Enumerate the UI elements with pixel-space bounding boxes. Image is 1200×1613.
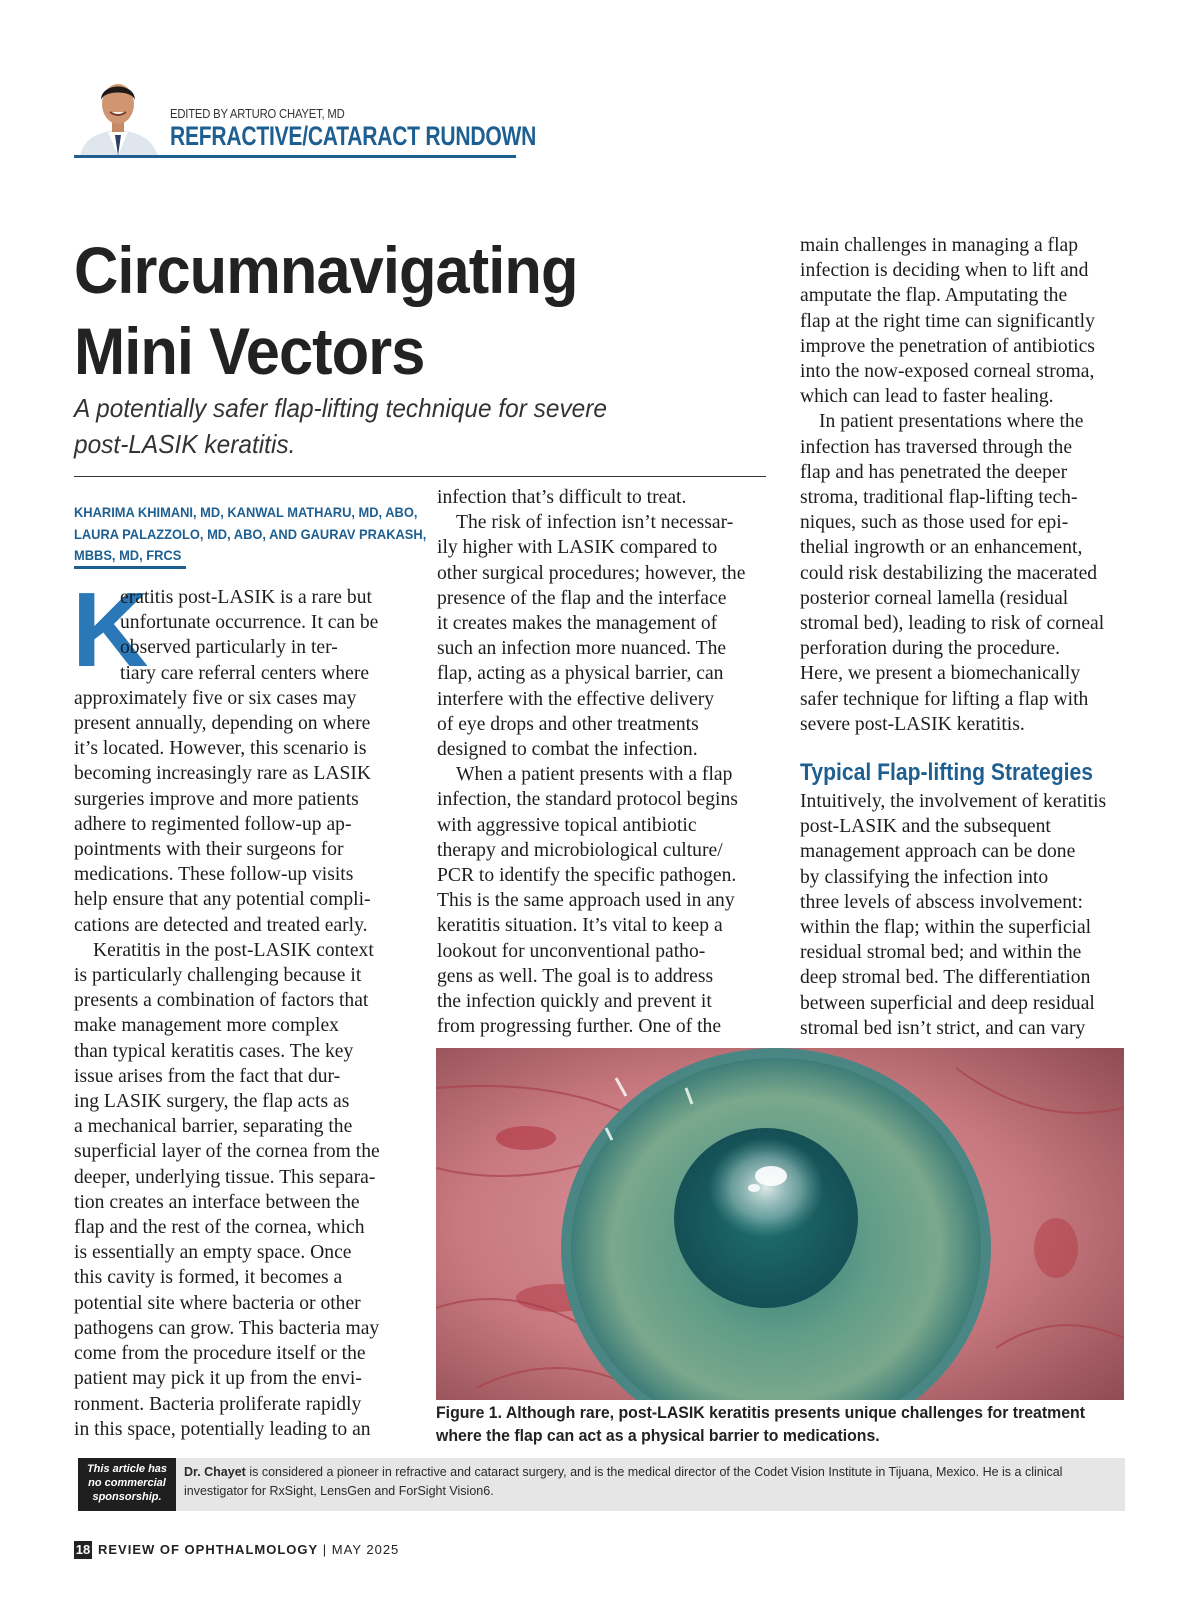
body-text-line: pathogens can grow. This bacteria may — [74, 1317, 380, 1339]
body-text-line: present annually, depending on where — [74, 713, 371, 735]
sponsorship-notice — [78, 1458, 176, 1511]
body-text-line: superficial layer of the cornea from the — [74, 1141, 380, 1163]
subtitle-line: post-LASIK keratitis. — [74, 429, 296, 459]
body-text-line: Keratitis in the post-LASIK context — [93, 939, 374, 961]
body-text-line: a mechanical barrier, separating the — [74, 1116, 353, 1138]
figure-caption — [436, 1402, 1127, 1448]
body-text-line: post-LASIK and the subsequent — [800, 816, 1051, 838]
page-number: 18 — [75, 1542, 91, 1557]
body-text-line: other surgical procedures; however, the — [437, 562, 746, 584]
caption-line: Figure 1. Although rare, post-LASIK keratitis presents unique challenges for treatment — [436, 1404, 1085, 1422]
body-text-line: within the flap; within the superficial — [800, 917, 1092, 939]
body-text-line: between superficial and deep residual — [800, 992, 1095, 1014]
body-text-line: infection, the standard protocol begins — [437, 789, 738, 811]
body-text-line: presence of the flap and the interface — [437, 587, 727, 609]
body-text-line: medications. These follow-up visits — [74, 864, 354, 886]
author-byline — [74, 502, 427, 567]
body-text-line: infection has traversed through the — [800, 436, 1073, 458]
body-text-line: The risk of infection isn’t necessar- — [456, 512, 734, 534]
body-text-line: lookout for unconventional patho- — [437, 940, 706, 962]
body-text-line: tion creates an interface between the — [74, 1191, 360, 1213]
body-text-line: three levels of abscess involvement: — [800, 891, 1083, 913]
body-text-line: PCR to identify the specific pathogen. — [437, 865, 737, 887]
body-text-line: deeper, underlying tissue. This separa- — [74, 1166, 376, 1188]
editor-portrait — [74, 72, 162, 156]
body-text-line: could risk destabilizing the macerated — [800, 562, 1098, 584]
header-rule — [74, 155, 516, 158]
body-text-line: stromal bed), leading to risk of corneal — [800, 613, 1105, 635]
body-text-line: issue arises from the fact that dur- — [74, 1065, 341, 1087]
body-text-line: keratitis situation. It’s vital to keep a — [437, 915, 723, 937]
body-text-line: pointments with their surgeons for — [74, 839, 344, 861]
bio-name: Dr. Chayet — [184, 1465, 246, 1479]
body-column-3 — [800, 233, 1135, 737]
body-column-2 — [437, 485, 767, 1039]
body-text-line: with aggressive topical antibiotic — [437, 814, 697, 836]
body-text-line: tiary care referral centers where — [120, 662, 370, 684]
body-text-line: come from the procedure itself or the — [74, 1343, 366, 1365]
body-text-line: stroma, traditional flap-lifting tech- — [800, 487, 1078, 509]
body-text-line: management approach can be done — [800, 841, 1076, 863]
article-subtitle — [74, 390, 676, 462]
body-text-line: by classifying the infection into — [800, 866, 1049, 888]
body-text-line: than typical keratitis cases. The key — [74, 1040, 354, 1062]
body-text-line: niques, such as those used for epi- — [800, 512, 1069, 534]
body-text-line: Intuitively, the involvement of keratitis — [800, 791, 1107, 812]
author-line: KHARIMA KHIMANI, MD, KANWAL MATHARU, MD, ABO, — [74, 504, 418, 520]
body-text-line: In patient presentations where the — [819, 411, 1084, 433]
body-text-line: When a patient presents with a flap — [456, 764, 733, 786]
body-text-line: it’s located. However, this scenario is — [74, 738, 367, 760]
body-text-line: unfortunate occurrence. It can be — [120, 612, 379, 634]
bio-text-continued: investigator for RxSight, LensGen and ForSight Vision6. — [184, 1484, 494, 1498]
body-text-line: main challenges in managing a flap — [800, 235, 1079, 256]
body-column-3-continued — [800, 789, 1135, 1041]
body-text-line: which can lead to faster healing. — [800, 386, 1054, 408]
body-text-line: this cavity is formed, it becomes a — [74, 1267, 343, 1289]
title-rule — [74, 476, 766, 477]
body-text-line: flap at the right time can significantly — [800, 310, 1095, 332]
body-text-line: deep stromal bed. The differentiation — [800, 967, 1091, 989]
body-text-line: surgeries improve and more patients — [74, 788, 359, 810]
drop-cap: K — [72, 571, 149, 689]
body-text-line: This is the same approach used in any — [437, 890, 735, 912]
body-text-line: eratitis post-LASIK is a rare but — [120, 587, 372, 608]
body-text-line: interfere with the effective delivery — [437, 688, 715, 710]
edited-by: EDITED BY ARTURO CHAYET, MD — [170, 107, 345, 121]
body-text-line: amputate the flap. Amputating the — [800, 285, 1068, 307]
body-text-line: flap, acting as a physical barrier, can — [437, 663, 724, 685]
journal-footer — [98, 1541, 399, 1559]
body-text-line: it creates makes the management of — [437, 613, 718, 635]
eye-figure-image — [436, 1048, 1124, 1400]
body-text-line: cations are detected and treated early. — [74, 914, 368, 936]
body-text-line: into the now-exposed corneal stroma, — [800, 361, 1095, 383]
body-text-line: severe post-LASIK keratitis. — [800, 713, 1025, 735]
title-line: Circumnavigating — [74, 233, 578, 307]
body-text-line: such an infection more nuanced. The — [437, 638, 727, 660]
author-line: LAURA PALAZZOLO, MD, ABO, AND GAURAV PRAKASH, — [74, 525, 427, 542]
body-text-line: perforation during the procedure. — [800, 638, 1061, 660]
body-text-line: flap and the rest of the cornea, which — [74, 1217, 365, 1239]
body-text-line: thelial ingrowth or an enhancement, — [800, 537, 1083, 559]
body-text-line: of eye drops and other treatments — [437, 713, 699, 735]
department-title: REFRACTIVE/CATARACT RUNDOWN — [170, 121, 537, 151]
body-text-line: flap and has penetrated the deeper — [800, 461, 1068, 483]
body-text-line: infection that’s difficult to treat. — [437, 487, 687, 508]
body-text-line: adhere to regimented follow-up ap- — [74, 813, 352, 835]
body-text-line: ing LASIK surgery, the flap acts as — [74, 1091, 350, 1113]
body-text-line: Here, we present a biomechanically — [800, 663, 1081, 685]
sponsor-line: This article has — [86, 1463, 168, 1475]
body-text-line: observed particularly in ter- — [120, 637, 338, 659]
body-text-line: in this space, potentially leading to an — [74, 1418, 371, 1440]
sponsor-line: no commercial — [88, 1477, 166, 1489]
body-text-line: approximately five or six cases may — [74, 687, 357, 709]
journal-name: REVIEW OF OPHTHALMOLOGY — [98, 1542, 319, 1557]
author-rule — [74, 566, 186, 569]
body-text-line: is essentially an empty space. Once — [74, 1242, 352, 1264]
body-text-line: ronment. Bacteria proliferate rapidly — [74, 1393, 362, 1415]
body-column-1 — [72, 571, 414, 1442]
body-text-line: presents a combination of factors that — [74, 990, 369, 1012]
sponsor-line: sponsorship. — [92, 1491, 162, 1503]
body-text-line: ily higher with LASIK compared to — [437, 537, 718, 559]
article-title — [74, 230, 651, 392]
body-text-line: potential site where bacteria or other — [74, 1292, 361, 1314]
body-text-line: infection is deciding when to lift and — [800, 260, 1089, 282]
body-text-line: is particularly challenging because it — [74, 965, 362, 987]
bio-text: is considered a pioneer in refractive and cataract surgery, and is the medical director of the Codet Vision Institute in Tijuana, Mexico. He is a clinical — [245, 1465, 1063, 1479]
body-text-line: from progressing further. One of the — [437, 1016, 722, 1038]
caption-line: where the flap can act as a physical barrier to medications. — [436, 1427, 880, 1445]
subtitle-line: A potentially safer flap-lifting technique for severe — [74, 393, 607, 423]
editor-bio — [176, 1458, 1125, 1511]
body-text-line: stromal bed isn’t strict, and can vary — [800, 1017, 1086, 1039]
section-heading: Typical Flap-lifting Strategies — [800, 759, 1093, 786]
author-line: MBBS, MD, FRCS — [74, 547, 182, 563]
body-text-line: designed to combat the infection. — [437, 739, 698, 761]
body-text-line: therapy and microbiological culture/ — [437, 839, 723, 861]
issue-date: MAY 2025 — [331, 1542, 400, 1557]
title-line: Mini Vectors — [74, 314, 425, 388]
body-text-line: safer technique for lifting a flap with — [800, 688, 1089, 710]
body-text-line: help ensure that any potential compli- — [74, 889, 371, 911]
body-text-line: make management more complex — [74, 1015, 339, 1037]
body-text-line: patient may pick it up from the envi- — [74, 1368, 362, 1390]
body-text-line: gens as well. The goal is to address — [437, 965, 714, 987]
body-text-line: residual stromal bed; and within the — [800, 942, 1082, 964]
footer-separator: | — [318, 1542, 332, 1557]
body-text-line: becoming increasingly rare as LASIK — [74, 763, 372, 785]
body-text-line: posterior corneal lamella (residual — [800, 587, 1069, 609]
body-text-line: improve the penetration of antibiotics — [800, 335, 1095, 357]
body-text-line: the infection quickly and prevent it — [437, 991, 712, 1013]
